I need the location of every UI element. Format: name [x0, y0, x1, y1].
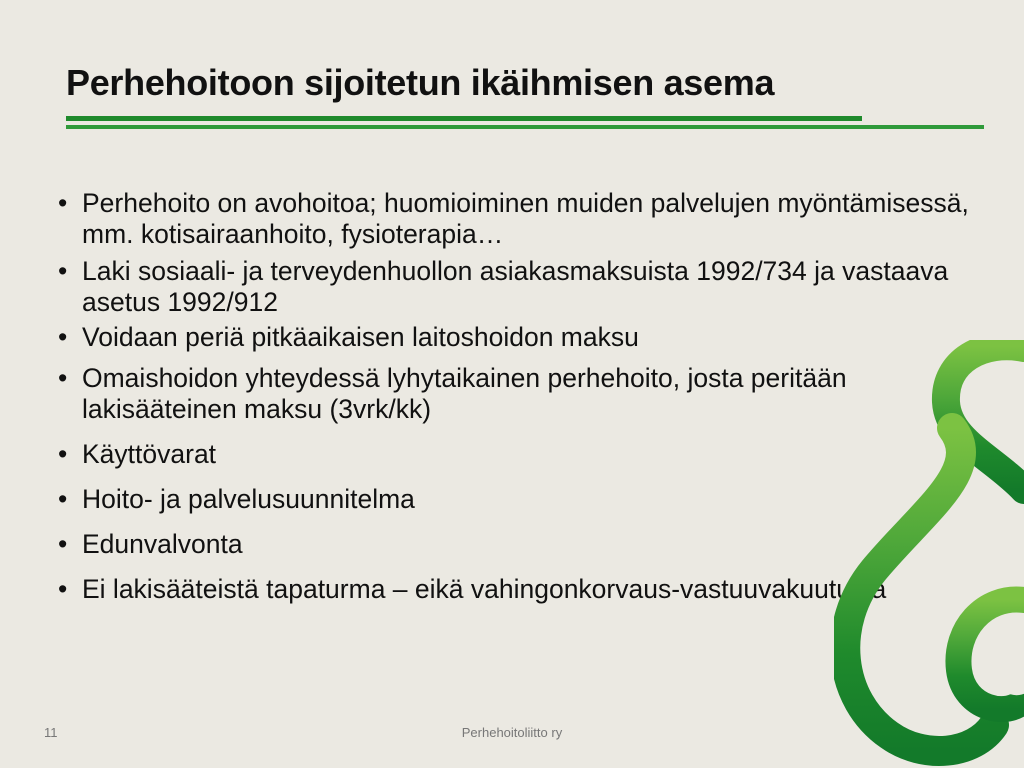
bullet-text: Perhehoito on avohoitoa; huomioiminen muiden palvelujen myöntämisessä, mm. kotisairaanhoito, fysioterapia…: [82, 188, 969, 249]
bullet-text: Omaishoidon yhteydessä lyhytaikainen perhehoito, josta peritään lakisääteinen maksu (3vrk/kk): [82, 363, 847, 424]
bullet-text: Laki sosiaali- ja terveydenhuollon asiakasmaksuista 1992/734 ja vastaava asetus 1992/912: [82, 256, 949, 317]
slide-title: Perhehoitoon sijoitetun ikäihmisen asema: [66, 62, 775, 103]
bullet-marker: •: [58, 256, 68, 286]
bullet-text: Käyttövarat: [82, 439, 217, 469]
bullet-text: Hoito- ja palvelusuunnitelma: [82, 484, 415, 514]
title-underline-secondary: [66, 125, 984, 129]
bullet-text: Voidaan periä pitkäaikaisen laitoshoidon maksu: [82, 322, 639, 352]
footer-organization: Perhehoitoliitto ry: [461, 725, 563, 740]
bullet-marker: •: [58, 363, 68, 393]
bullet-text: Ei lakisääteistä tapaturma – eikä vahingonkorvaus-vastuuvakuutusta: [82, 574, 887, 604]
title-underline-primary: [66, 116, 862, 121]
bullet-marker: •: [58, 529, 68, 559]
bullet-marker: •: [58, 439, 68, 469]
bullet-item: [58, 188, 978, 250]
bullet-item: [58, 256, 978, 318]
bullet-marker: •: [58, 322, 68, 352]
green-swirl-logo-ornament: [834, 340, 1024, 768]
bullet-marker: •: [58, 484, 68, 514]
bullet-marker: •: [58, 574, 68, 604]
page-number: 11: [44, 725, 58, 740]
bullet-text: Edunvalvonta: [82, 529, 243, 559]
bullet-marker: •: [58, 188, 68, 218]
